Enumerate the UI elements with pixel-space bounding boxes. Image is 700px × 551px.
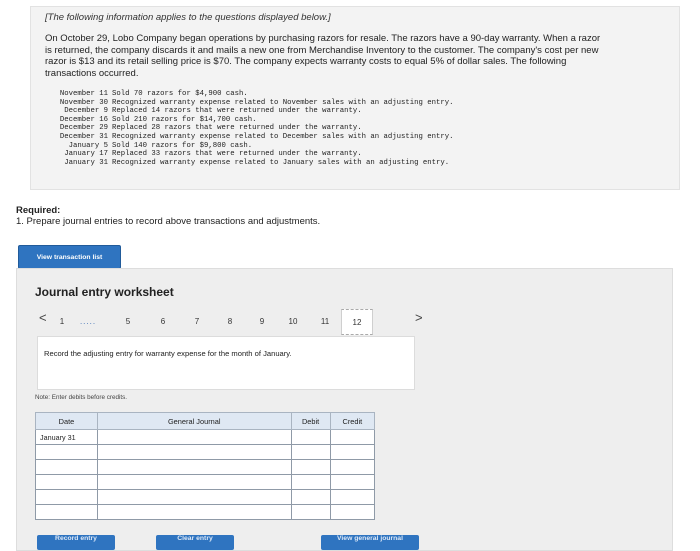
date-cell: January 31: [36, 430, 98, 445]
transaction-description: Sold 70 razors for $4,900 cash.: [112, 90, 248, 98]
transaction-row: [48, 107, 454, 116]
note-header: [The following information applies to the questions displayed below.]: [45, 12, 331, 23]
chevron-right-icon[interactable]: >: [415, 310, 423, 325]
date-cell: [36, 505, 98, 520]
header-debit: Debit: [291, 413, 330, 430]
transaction-date: January 17: [64, 150, 108, 159]
journal-table: [35, 412, 375, 520]
credit-cell[interactable]: [330, 475, 374, 490]
transaction-date: December 31: [59, 132, 108, 141]
account-cell[interactable]: [97, 445, 291, 460]
date-cell: [36, 460, 98, 475]
transaction-row: [48, 159, 454, 168]
page-5[interactable]: 5: [125, 316, 131, 326]
transaction-date: November 30: [59, 98, 108, 107]
clear-entry-button[interactable]: Clear entry: [156, 535, 234, 550]
debit-cell[interactable]: [291, 445, 330, 460]
debit-credit-note: Note: Enter debits before credits.: [35, 394, 128, 401]
page-8[interactable]: 8: [227, 316, 233, 326]
credit-cell[interactable]: [330, 505, 374, 520]
account-cell[interactable]: [97, 430, 291, 445]
transaction-row: [48, 99, 454, 108]
pager: [17, 309, 672, 333]
transaction-row: [48, 150, 454, 159]
transaction-description: Replaced 14 razors that were returned under the warranty.: [112, 107, 362, 116]
transaction-row: [48, 116, 454, 125]
credit-cell[interactable]: [330, 490, 374, 505]
transaction-date: November 11: [59, 90, 108, 98]
date-cell: [36, 475, 98, 490]
credit-cell[interactable]: [330, 445, 374, 460]
chevron-left-icon[interactable]: <: [39, 310, 47, 325]
transaction-description: Recognized warranty expense related to November sales with an adjusting entry.: [112, 98, 454, 107]
page-1[interactable]: 1: [59, 316, 65, 326]
view-transaction-list-button[interactable]: View transaction list: [18, 245, 121, 269]
required-title: Required:: [16, 205, 61, 216]
page-7[interactable]: 7: [194, 316, 200, 326]
debit-cell[interactable]: [291, 490, 330, 505]
transaction-row: [48, 142, 454, 151]
transaction-date: January 31: [64, 158, 108, 167]
transaction-date: January 5: [68, 141, 108, 150]
journal-row: [36, 490, 375, 505]
problem-panel: [30, 6, 680, 190]
debit-cell[interactable]: [291, 505, 330, 520]
page-6[interactable]: 6: [160, 316, 166, 326]
instruction-box: [37, 336, 415, 390]
transaction-list: [48, 90, 454, 167]
page-11[interactable]: 11: [320, 316, 330, 326]
transaction-description: Sold 210 razors for $14,700 cash.: [112, 115, 257, 124]
transaction-description: Recognized warranty expense related to December sales with an adjusting entry.: [112, 132, 454, 141]
required-text: 1. Prepare journal entries to record above transactions and adjustments.: [16, 216, 321, 227]
page-ellipsis[interactable]: .....: [79, 316, 97, 326]
transaction-description: Sold 140 razors for $9,800 cash.: [112, 141, 253, 150]
debit-cell[interactable]: [291, 460, 330, 475]
page-10[interactable]: 10: [288, 316, 298, 326]
account-cell[interactable]: [97, 475, 291, 490]
transaction-description: Recognized warranty expense related to January sales with an adjusting entry.: [112, 158, 450, 167]
journal-row: [36, 505, 375, 520]
transaction-description: Replaced 33 razors that were returned under the warranty.: [112, 150, 362, 159]
worksheet-title: Journal entry worksheet: [35, 285, 174, 299]
journal-entry-worksheet: [16, 268, 673, 551]
journal-row: [36, 430, 375, 445]
transaction-date: December 29: [59, 124, 108, 133]
account-cell[interactable]: [97, 490, 291, 505]
account-cell[interactable]: [97, 505, 291, 520]
account-cell[interactable]: [97, 460, 291, 475]
header-date: Date: [36, 413, 98, 430]
date-cell: [36, 490, 98, 505]
date-cell: [36, 445, 98, 460]
debit-cell[interactable]: [291, 430, 330, 445]
transaction-row: [48, 124, 454, 133]
transaction-date: December 9: [64, 107, 108, 116]
page-12[interactable]: 12: [341, 309, 373, 335]
credit-cell[interactable]: [330, 430, 374, 445]
header-general-journal: General Journal: [97, 413, 291, 430]
transaction-description: Replaced 28 razors that were returned under the warranty.: [112, 124, 362, 133]
view-general-journal-button[interactable]: View general journal: [321, 535, 419, 550]
transaction-row: [48, 133, 454, 142]
journal-row: [36, 445, 375, 460]
debit-cell[interactable]: [291, 475, 330, 490]
journal-row: [36, 460, 375, 475]
transaction-date: December 16: [59, 115, 108, 124]
journal-row: [36, 475, 375, 490]
credit-cell[interactable]: [330, 460, 374, 475]
instruction-text: Record the adjusting entry for warranty expense for the month of January.: [44, 349, 292, 358]
page-9[interactable]: 9: [259, 316, 265, 326]
record-entry-button[interactable]: Record entry: [37, 535, 115, 550]
header-credit: Credit: [330, 413, 374, 430]
problem-intro: On October 29, Lobo Company began operations by purchasing razors for resale. The razors have a 90-day warranty. When a razor is returned, the company discards it and mails a new one from Merchandise Inventory to the customer. The company's cost per new razor is $13 and its retail selling price is $70. The company expects warranty costs to equal 5% of dollar sales. The following transactions occurred.: [45, 33, 601, 79]
transaction-row: [48, 90, 454, 99]
